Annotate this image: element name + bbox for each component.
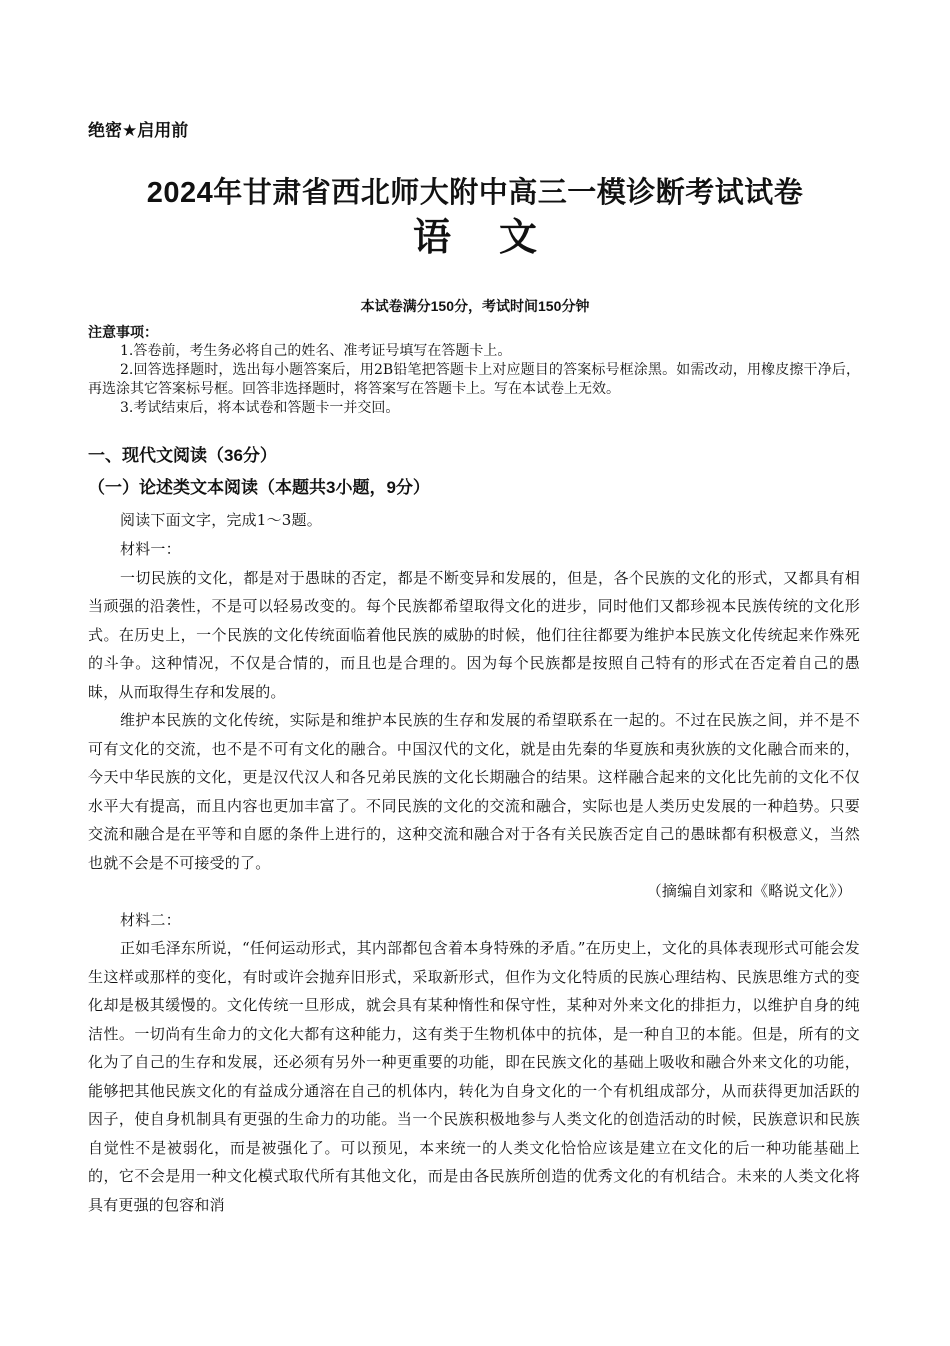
- paragraph: 一切民族的文化，都是对于愚昧的否定，都是不断变异和发展的，但是，各个民族的文化的形式，又都具有相当顽强的沿袭性，不是可以轻易改变的。每个民族都希望取得文化的进步，同时他们又都珍视本民族传统的文化形式。在历史上，一个民族的文化传统面临着他民族的威胁的时候，他们往往都要为维护本民族文化传统起来作殊死的斗争。这种情况，不仅是合情的，而且也是合理的。因为每个民族都是按照自己特有的形式在否定着自己的愚昧，从而取得生存和发展的。: [88, 568, 860, 701]
- notes-item: 1.答卷前，考生务必将自己的姓名、准考证号填写在答题卡上。: [120, 343, 512, 359]
- notes-heading: 注意事项：: [88, 324, 158, 340]
- material-label: 材料一：: [120, 540, 181, 558]
- subsection-heading: （一）论述类文本阅读（本题共3小题，9分）: [88, 478, 430, 497]
- notes-item: 3.考试结束后，将本试卷和答题卡一并交回。: [120, 400, 400, 416]
- reading-instruction: [88, 506, 860, 535]
- instruction-text: 阅读下面文字，完成1～3题。: [120, 511, 322, 529]
- source-citation: （摘编自刘家和《略说文化》）: [646, 882, 852, 900]
- subject-title: 语文: [412, 217, 585, 259]
- material-one-block: [88, 535, 860, 1219]
- exam-title: 2024年甘肃省西北师大附中高三一模诊断考试试卷: [146, 177, 804, 209]
- paragraph: 正如毛泽东所说，“任何运动形式，其内部都包含着本身特殊的矛盾。”在历史上，文化的具体表现形式可能会发生这样或那样的变化，有时或许会抛弃旧形式，采取新形式，但作为文化特质的民族心理结构、民族思维方式的变化却是极其缓慢的。文化传统一旦形成，就会具有某种惰性和保守性，某种对外来文化的排拒力，以维护自身的纯洁性。一切尚有生命力的文化大都有这种能力，这有类于生物机体中的抗体，是一种自卫的本能。但是，所有的文化为了自己的生存和发展，还必须有另外一种更重要的功能，即在民族文化的基础上吸收和融合外来文化的功能，能够把其他民族文化的有益成分通溶在自己的机体内，转化为自身文化的一个有机组成部分，从而获得更加活跃的因子，使自身机制具有更强的生命力的功能。当一个民族积极地参与人类文化的创造活动的时候，民族意识和民族自觉性不是被弱化，而是被强化了。可以预见，本来统一的人类文化恰恰应该是建立在文化的后一种功能基础上的，它不会是用一种文化模式取代所有其他文化，而是由各民族所创造的优秀文化的有机结合。未来的人类文化将具有更强的包容和消: [88, 939, 860, 1214]
- notes-block: [88, 323, 860, 418]
- confidential-mark: 绝密★启用前: [88, 121, 189, 140]
- paragraph: 维护本民族的文化传统，实际是和维护本民族的生存和发展的希望联系在一起的。不过在民族之间，并不是不可有文化的交流，也不是不可有文化的融合。中国汉代的文化，就是由先秦的华夏族和夷狄族的文化融合而来的，今天中华民族的文化，更是汉代汉人和各兄弟民族的文化长期融合的结果。这样融合起来的文化比先前的文化不仅水平大有提高，而且内容也更加丰富了。不同民族的文化的交流和融合，实际也是人类历史发展的一种趋势。只要交流和融合是在平等和自愿的条件上进行的，这种交流和融合对于各有关民族否定自己的愚昧都有积极意义，当然也就不会是不可接受的了。: [88, 711, 860, 872]
- section-heading: 一、现代文阅读（36分）: [88, 446, 277, 465]
- material-label: 材料二：: [120, 910, 181, 929]
- score-time-line: 本试卷满分150分，考试时间150分钟: [360, 298, 590, 314]
- notes-item: 2.回答选择题时，选出每小题答案后，用2B铅笔把答题卡上对应题目的答案标号框涂黑。如需改动，用橡皮擦干净后，再选涂其它答案标号框。回答非选择题时，将答案写在答题卡上。写在本试卷上无效。: [88, 362, 860, 397]
